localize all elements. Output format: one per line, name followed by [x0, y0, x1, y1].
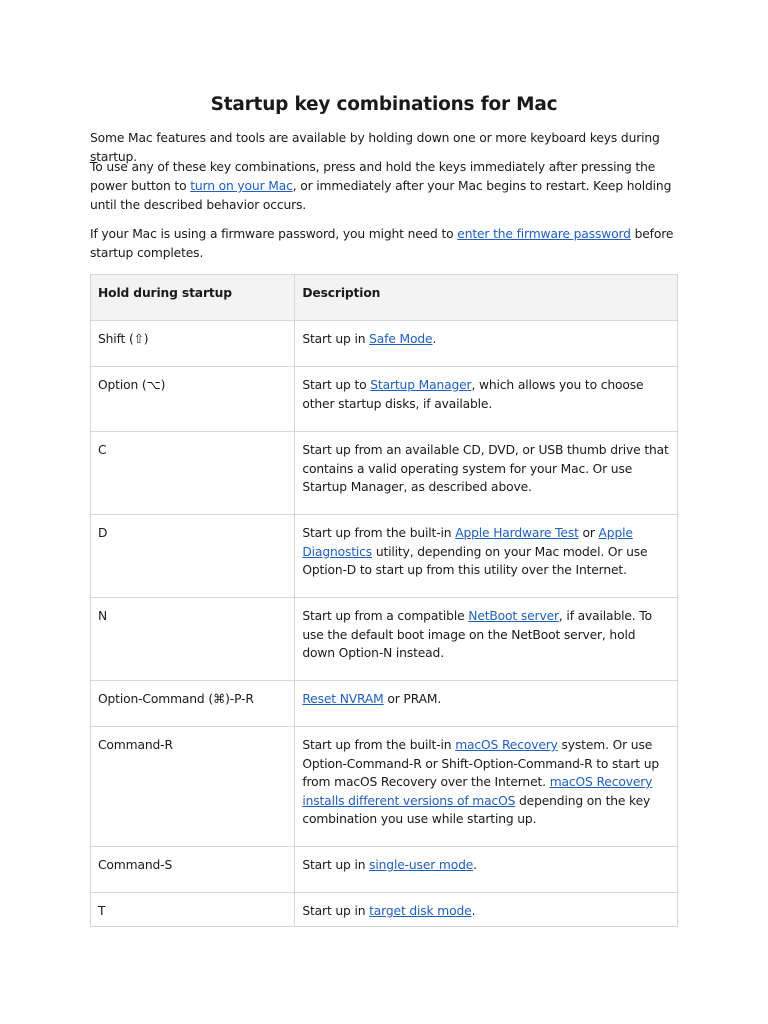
- description-text: Start up in: [302, 332, 370, 346]
- description-text: Start up from the built-in: [302, 738, 456, 752]
- table-row: [91, 321, 678, 367]
- description-cell: [295, 515, 678, 598]
- description-cell: [295, 727, 678, 847]
- description-text: Start up from the built-in: [302, 526, 456, 540]
- firmware-text-before: If your Mac is using a firmware password, you might need to: [90, 227, 458, 241]
- header-hold-during-startup: Hold during startup: [91, 275, 295, 321]
- key-combination-cell: T: [91, 893, 295, 927]
- key-combination-cell: Command-R: [91, 727, 295, 847]
- table-row: [91, 515, 678, 598]
- description-text: Start up to: [302, 378, 371, 392]
- description-cell: [295, 432, 678, 515]
- description-link[interactable]: Reset NVRAM: [302, 692, 384, 706]
- description-cell: [295, 321, 678, 367]
- table-row: [91, 847, 678, 893]
- description-text: .: [432, 332, 437, 346]
- description-link[interactable]: macOS Recovery: [455, 738, 558, 752]
- description-link[interactable]: Apple Hardware Test: [455, 526, 579, 540]
- description-text: or PRAM.: [383, 692, 442, 706]
- table-row: [91, 727, 678, 847]
- description-link[interactable]: Safe Mode: [369, 332, 433, 346]
- table-row: [91, 598, 678, 681]
- description-link[interactable]: Startup Manager: [370, 378, 472, 392]
- description-text: or: [578, 526, 599, 540]
- description-link[interactable]: NetBoot server: [468, 609, 559, 623]
- key-combination-cell: C: [91, 432, 295, 515]
- description-text: Start up from a compatible: [302, 609, 469, 623]
- turn-on-mac-link[interactable]: turn on your Mac: [190, 179, 293, 193]
- key-combination-cell: Command-S: [91, 847, 295, 893]
- firmware-text-after: before startup completes.: [90, 227, 674, 260]
- key-combination-cell: Shift (⇧): [91, 321, 295, 367]
- description-link[interactable]: macOS Recovery installs different versions of macOS: [302, 775, 653, 808]
- usage-text-after: , or immediately after your Mac begins to restart. Keep holding until the described behavior occurs.: [90, 179, 672, 212]
- description-cell: [295, 847, 678, 893]
- description-link[interactable]: Apple Diagnostics: [302, 526, 633, 559]
- description-text: Start up in: [302, 904, 370, 918]
- description-cell: [295, 598, 678, 681]
- key-combination-cell: N: [91, 598, 295, 681]
- description-text: Start up in: [302, 858, 370, 872]
- firmware-password-link[interactable]: enter the firmware password: [457, 227, 631, 241]
- firmware-paragraph: [90, 225, 678, 263]
- description-text: Start up from an available CD, DVD, or USB thumb drive that contains a valid operating system for your Mac. Or use Startup Manager, as described above.: [302, 443, 669, 494]
- description-text: depending on the key combination you use while starting up.: [302, 793, 651, 826]
- page-title: Startup key combinations for Mac: [210, 94, 558, 115]
- table-row: [91, 432, 678, 515]
- key-combination-cell: Option-Command (⌘)-P-R: [91, 681, 295, 727]
- table-row: [91, 367, 678, 432]
- description-text: .: [473, 858, 477, 872]
- description-cell: [295, 681, 678, 727]
- usage-paragraph: [90, 158, 678, 215]
- description-link[interactable]: single-user mode: [369, 858, 474, 872]
- table-row: [91, 893, 678, 927]
- description-cell: [295, 893, 678, 927]
- key-combinations-table: [90, 274, 678, 927]
- description-text: , which allows you to choose other startup disks, if available.: [302, 378, 644, 411]
- description-text: , if available. To use the default boot image on the NetBoot server, hold down Option-N instead.: [302, 609, 652, 660]
- description-text: utility, depending on your Mac model. Or use Option-D to start up from this utility over the Internet.: [302, 544, 648, 577]
- header-description: Description: [295, 275, 678, 321]
- table-row: [91, 681, 678, 727]
- intro-paragraph: Some Mac features and tools are available by holding down one or more keyboard keys during startup.: [90, 131, 660, 164]
- description-text: .: [471, 904, 476, 918]
- description-link[interactable]: target disk mode: [369, 904, 472, 918]
- description-text: system. Or use Option-Command-R or Shift-Option-Command-R to start up from macOS Recovery over the Internet.: [302, 738, 660, 789]
- key-combination-cell: D: [91, 515, 295, 598]
- description-cell: [295, 367, 678, 432]
- table-header-row: [91, 275, 678, 321]
- key-combination-cell: Option (⌥): [91, 367, 295, 432]
- usage-text-before: To use any of these key combinations, press and hold the keys immediately after pressing the power button to: [90, 160, 656, 193]
